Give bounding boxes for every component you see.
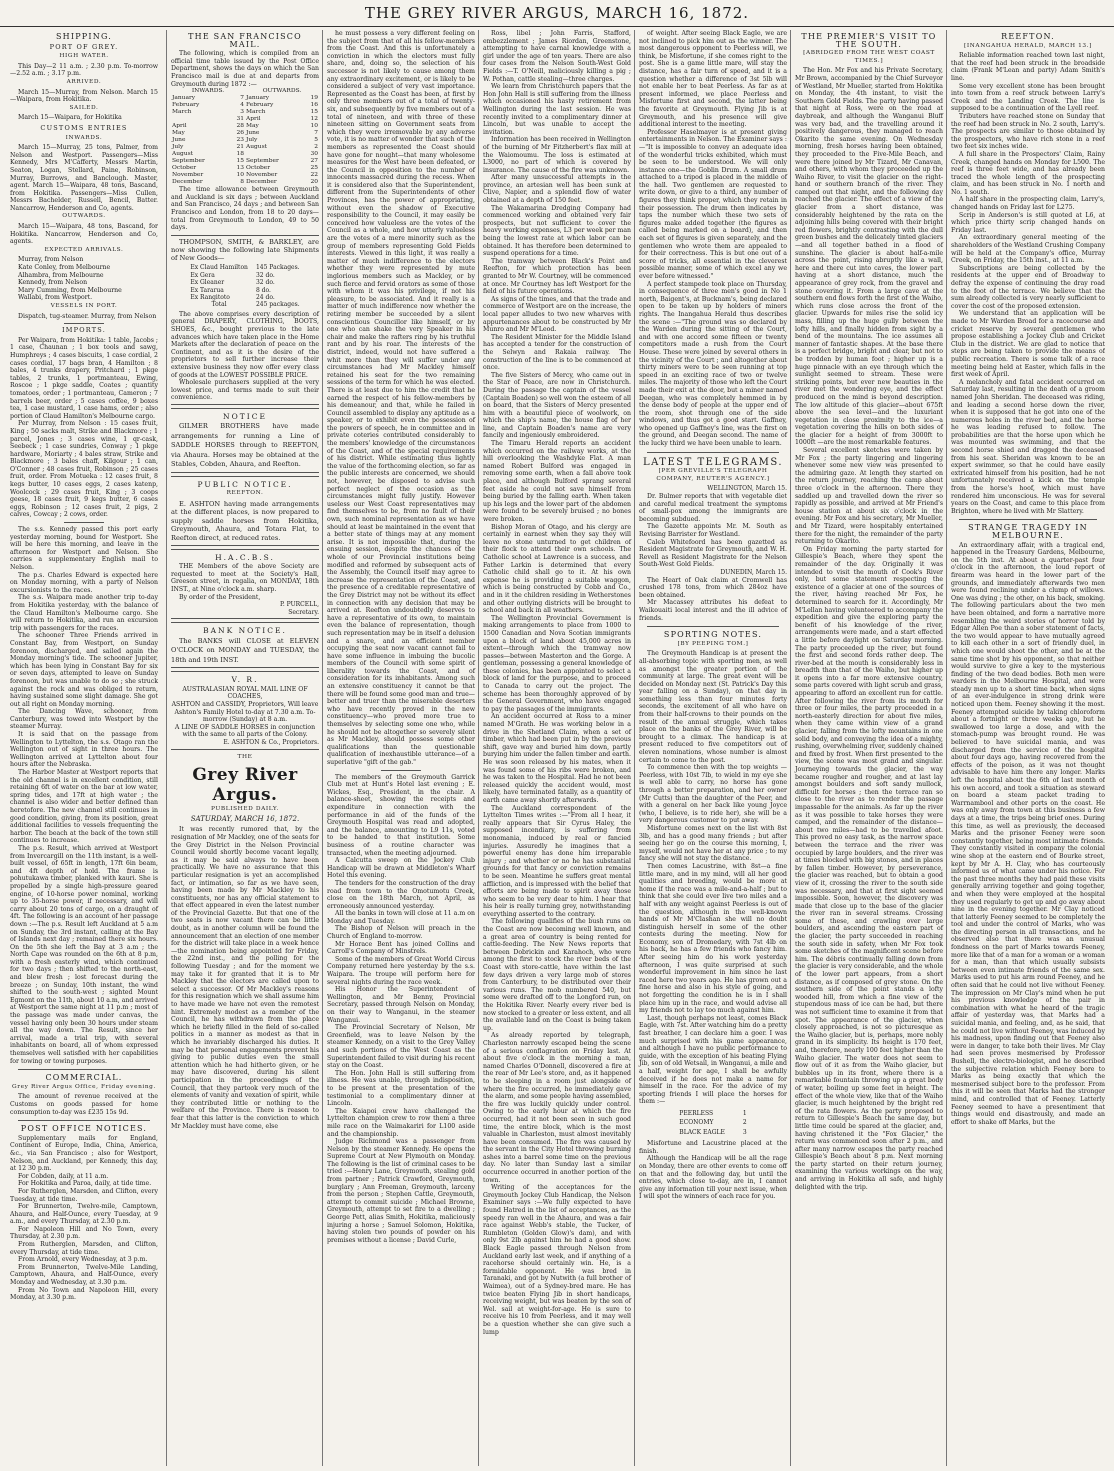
advertisement-gilmer-brothers: [171, 408, 319, 473]
article-paragraph: Mr Horace Bent has joined Collins and Carroll's Company of Minstrels.: [327, 940, 475, 956]
ad-body: E. ASHTON having made arrangements at the different places, is now prepared to supply saddle horses from Hokitika, Greymouth, Ahaura, and Totara Flat, to Reefton direct, at reduced rates.: [171, 499, 319, 543]
ad-title: AUSTRALASIAN ROYAL MAIL LINE OF COACHES,: [182, 685, 308, 701]
ad-caption: BANK NOTICE.: [203, 626, 287, 636]
mail-schedule-table: [171, 88, 319, 186]
article-paragraph: Scrip in Anderson's is still quoted at L6, at which price thirty scrip changed hands on Friday last.: [951, 211, 1105, 234]
divider: [64, 323, 104, 324]
table-row: June 23 July 5: [172, 137, 318, 144]
expected-item: Kennedy, from Nelson: [18, 279, 88, 287]
ad-body: GILMER BROTHERS have made arrangements for running a Line of SADDLE HORSES through to REEFTON, via Ahaura. Horses may be obtained at the Stables, Cobden, Ahaura, and Reefton.: [171, 422, 319, 469]
shipping-news-item: The p.s. Charles Edward is expected here on Monday morning, with a party of Nelson excursionists to the races.: [10, 571, 158, 594]
post-notice: Supplementary mails for England, Continent of Europe, India, China, America, &c., via San Francisco ; also for Westport, Nelson, and Auckland, per Kennedy, this day, at 12 30 p.m.: [10, 1134, 158, 1173]
table-row: October 13 October 25: [172, 165, 318, 172]
telegram-item: Caleb Whitefoord has been gazetted as Resident Magistrate for Greymouth, and W. H. Revell as Resident Magistrate for the Nelson South-West Gold Fields.: [639, 538, 787, 569]
article-paragraph: We learn from Christchurch papers that the Hon John Hall is still suffering from the illness which occasioned his hasty retirement from Wellington during the last session. He was recently invited to a complimentary dinner at Lincoln, but was unable to accept the invitation.: [483, 83, 631, 136]
table-row: April 28 May 10: [172, 123, 318, 130]
article-paragraph: The following qualifies of the bush runs on the Coast are now becoming well known, and a great area of country is being rented for cattle-feeding. The New News reports that between Dobrickin and Karahoch, who were among the first to stock the river beds of the Coast with store-cattle, have within the last few days driven a very large mob of stores from Canterbury, to be distributed over their various runs. The mob numbered 540, but some were drafted off to the Longford run, on the Hokitika River. Nearly every river bed is now stocked to a greater or less extent, and all the available land on the Coast is being taken up.: [483, 918, 631, 1032]
post-notice: From Arnold, every Wednesday, at 3 p.m.: [18, 1256, 148, 1264]
table-row: March 3 March 15: [172, 109, 318, 116]
shipping-news-item: The Harbor Master at Westport reports that the old channel is in excellent condition, still retaining 6ft of water on the bar at low water, spring tides, and 17ft at high water ; the channel is also wider and better defined than heretofore. The new channel still continues in good condition, giving, from its position, great additional facilities to vessels frequenting the harbor. The beach at the back of the town still continues to increase.: [10, 769, 158, 845]
advertisement-public-notice: [171, 476, 319, 546]
article-paragraph: A perfect stampede took place on Thursday, in consequence of three men's good in No 1 north, Baigent's, at Bucknam's, being declared open to be taken up by holders of miners rights. The Inangahua Herald thus describes the scene :—"The ground was so declared by the Warden during the sitting of the Court, and with one accord some fifteen or twenty competitors made a rush from the Court House. These were joined by several others in the vicinity of the Court ; and altogether about thirty miners were to be seen running at top speed in an exciting race of two or twelve miles. The majority of those who left the Court made their exit at the door, but a miner named Deegan, who was completely hemmed in by the dense body of people at the upper end of the room, shot through one of the side windows, and thus got a good start. Gaffney, who opened up Gaffney's line, was the first on the ground, and Deegan second. The name of the lucky third we have been unable to learn.: [639, 280, 787, 448]
mail-note: The time allowance between Greymouth and Auckland is six days ; between Auckland and San Francisco, 24 days ; and between San Francisco and London, from 18 to 20 days—total from Greymouth to London, 49 to 50 days.: [171, 186, 319, 232]
advertisement-bank-notice: [171, 622, 319, 668]
in-port-heading: VESSELS IN PORT.: [50, 303, 118, 309]
port-heading: PORT OF GREY.: [49, 42, 119, 51]
ad-vr: V. R.: [231, 675, 259, 685]
column-2: [166, 30, 323, 1466]
divider: [18, 1069, 150, 1070]
article-paragraph: Bishop Moran of Otago, and his clergy are certainly in earnest when they say they will leave no stone unturned to get children of their flock to attend their own schools. The Catholic school at Lawrence is a success, and Father Larkin is determined that every Catholic child shall go to it. At his own expense he is providing a suitable waggon, which is being constructed by Cobb and Co., and in it the children residing in Wetherstones and other outlying districts will be brought to school and back in all weathers.: [483, 523, 631, 615]
article-paragraph: The Bishop of Nelson will preach in the Church of England to-morrow.: [327, 925, 475, 941]
ad-caption: NOTICE: [223, 411, 267, 421]
article-paragraph: The tenders for the construction of the dray road from town to the Omotumotu Creek, close on the 18th March, not April, as erroneously announced yesterday.: [327, 879, 475, 910]
masthead: [0, 0, 1114, 27]
telegram-dateline: WELLINGTON, March 15.: [707, 485, 787, 493]
article-paragraph: An extraordinary affair, with a tragical end, happened in the Treasury Gardens, Melbourne, on the 5th inst. At about a quarter-past four o'clock in the afternoon, the loud report of firearm was heard in the lower part of the grounds, and immediately afterwards two men were found reclining under a clump of willows. One was dying ; the other, on his back, smoking. The following particulars about the two men have been obtained, and form a narrative more resembling the weird stories of horror told by Edgar Allen Poe than a sober statement of facts, the two would appear to have mutually agreed to kill each other in a sort of friendly duel, in which one would shoot the other, and be at the same time shot by his opponent, so that neither would survive to give a key to the mysterious finding of the two dead bodies. Both men were warders in the Melbourne Hospital, and were steady men up to a short time back, when signs of an ever-indulgence in strong drink were noticed upon them. Feeney showing it the most. Feeney attempted suicide by taking chloroform about a fortnight or three weeks ago, but he swallowed too large a dose, and with the stomach-pump was brought round. He was believed to have suicidal mania, and was discharged from the service of the hospital about four days ago, having recovered from the effects of the poison, as it was not thought advisable to have him there any longer. Marks left the hospital about the 6th of last month of his own accord, and took a situation as steward on board a steam packet trading to Warrnambool and other ports on the coast. He was only away from town at this business a few days at a time, the trips being brief ones. During this time, as well as previously, the deceased Marks and the prisoner Feeney were soon constantly together, being most intimate friends. They constantly visited in company the colonial wine shop at the eastern end of Bourke street, kept by Mr A. H. Clay, who has courteously informed us of what came under his notice. For the past three months they had paid these visits generally arriving together and going together, and when they were employed at the hospital they used regularly to get up and go away about nine in the evening together. Mr Clay noticed that latterly Feeney seemed to be completely the tool and under the control of Marks, who was the directing person in all transactions, and he observed also that there was an unusual fondness on the part of Marks towards Feeney, more like that of a man for a woman or a woman for a man, than that which usually subsists between even intimate friends of the same sex. Marks used to put his arm round Feeney, and he often said that he could not live without Feeney. The impression on Mr Clay's mind when he put his previous knowledge of the pair in combination with what he heard of the tragic affair of yesterday was, that Marks had a suicidal mania, and feeling, and, as he said, that he could not live without Feeney, was induced by his madness, upon finding out that Feeney also were in danger, to take both their lives. Mr Clay had seen proves mesmerised by Professor Bushell, the electro-biologist, and he described the subjective relation which Feeney bore to Marks as being exactly that which the mesmerised subject bore to the professor. From this it will be seen that Marks had the stronger mind, and controlled that of Feeney. Latterly Feeney seemed to have a presentiment that things would end disastrously, and made an effort to shake off Marks, but the: [951, 541, 1105, 1126]
expected-item: Alhambra, from Melbourne: [18, 271, 104, 279]
shipping-news-item: The p.s. Result, which arrived at Westport from Invercargill on the 11th instant, is a well-built vessel, of 65ft in length, 17ft 6in beam, and 4ft depth of hold. The frame is pohutukawa timber, planked with kauri. She is propelled by a single high-pressure geared engine, of 10-horse power nominal, working up to 35-horse power, if necessary, and will carry about 20 tons of cargo, on a draught of 4ft. The following is an account of her passage down :—The p.s. Result left Auckland at 5 a.m on Sunday, the 3rd instant, calling at the Bay of Islands next day ; remained there six hours. On the 5th she left the Bay at 3 a.m ; the North Cape was rounded on the 6th at 8 p.m, with a fresh easterly wind, which continued for two days ; then shifted to the north-east, and blew fresh ; lost forecast during the breeze ; on Sunday, 10th instant, the wind shifted to the south-west ; sighted Mount Egmont on the 11th, about 10 a.m, and arrived at Westport the same night at 11 p.m ; most of the passage was made under canvas, the vessel having only been 30 hours under steam all the way down. The Result, since her arrival, made a trial trip, with several inhabitants on board, all of whom expressed themselves well satisfied with her capabilities for towing or towing purposes.: [10, 844, 158, 1065]
imports-paragraph: Per Murray, from Nelson : 15 cases fruit, King ; 50 sacks malt, Strike and Blackmore ; 1 parcel, Jones ; 3 cases wine, 1 qr-cask, Seebeck ; 1 case sundries, Conway ; 1 pkge hardware, Moriarty ; 4 bales straw, Strike and Blackmore ; 3 bales chaff, Kilgour ; 1 can, O'Conner ; 48 cases fruit, Robinson ; 25 cases fruit, order. From Motueka : 12 cases fruit, 8 kegs butter, 10 cases eggs, 2 cases katenp, Woolcock ; 29 cases fruit, King ; 3 coops geese, 18 cases fruit, 9 kegs butter, 6 cases eggs, Robinson ; 12 cases fruit, 2 pigs, 2 calves, Cowcay ; 2 cows, order.: [10, 420, 158, 519]
premier-visit-source: [ABRIDGED FROM THE WEST COAST TIMES.]: [803, 50, 935, 64]
article-paragraph: An extraordinary general meeting of the shareholders of the Westland Crushing Company will be held at the Company's office, Murray Creek, on Friday, the 15th inst., at 11 a.m.: [951, 234, 1105, 265]
sporting-paragraph: Misfortune and Lacustrine placed at the finish.: [639, 1140, 787, 1155]
paper-nameplate: Grey River Argus.: [192, 765, 298, 806]
divider: [647, 452, 779, 453]
table-row: Ex Claud Hamilton 145 Packages.: [190, 264, 300, 272]
table-row: May 26 June 7: [172, 130, 318, 137]
column-6: [790, 30, 947, 1466]
article-paragraph: The tramway between Black's Point and Reefton, for which protection has been granted to Mr W. Courtney, will be commenced at once. Mr Courtney has left Westport for the field of his future operations.: [483, 257, 631, 296]
customs-heading: CUSTOMS ENTRIES: [40, 123, 128, 132]
table-row: February 4 February 16: [172, 102, 318, 109]
shipping-news-item: The Dancing Wave, schooner, from Canterbury, was towed into Westport by the steamer Murray.: [10, 708, 158, 731]
ad-footer: Wholesale purchasers supplied at the very lowest price, and terms made to suit their convenience.: [171, 379, 319, 402]
article-paragraph: His Honor the Superintendent of Wellington, and Mr Benny, Provincial Secretary, passed through Nelson on Monday, on their way to Wanganui, in the steamer Wanganui.: [327, 986, 475, 1024]
column-1: [10, 30, 162, 1466]
shipping-news-item: It is said that on the passage from Wellington to Lyttelton, the s.s. Otago ran the Wellington out of sight in three hours. The Wellington arrived at Lyttelton about four hours after the Nebraska.: [10, 731, 158, 769]
article-paragraph: The Resident Minister for the Middle Island has accepted a tender for the construction of the Selwyn and Rakaia railway. The construction of the line is to be commenced at once.: [483, 333, 631, 372]
telegram-item: The Gazette appoints Mr. M. South as Revising Barrister for Westland.: [639, 523, 787, 538]
ad-signature: P. PURCELL,: [280, 601, 319, 609]
article-paragraph: A full share in the Prospectors' Claim, Rainy Creek, changed hands on Monday for L500. The reef is three feet wide, and has already been traced the whole length of the prospecting claim, and has been struck in No. 1 north and No. 1 south.: [951, 150, 1105, 196]
sailed-list: March 15—Waipara, for Hokitika: [18, 114, 122, 122]
expected-item: Murray, from Nelson: [18, 256, 84, 264]
article-paragraph: The Timaru Herald reports an accident which occurred on the railway works, at the hill overlooking the Washdyke Flat. A man named Robert Bulford was engaged in removing some earth, when a fall above took place, and although Bulford sprang several feet aside he could not save himself from being buried by the falling earth. When taken up his legs and the lower part of the abdomen were found to be severely bruised ; no bones were broken.: [483, 440, 631, 523]
expected-item: Mary Cumming, from Melbourne: [18, 286, 122, 294]
selections-table: [669, 1108, 756, 1138]
telegrams-credit: [PER GREVILLE'S TELEGRAPH COMPANY, REUTER'S AGENCY.]: [656, 468, 770, 482]
article-paragraph: Some very excellent stone has been brought into town from a reef struck between Larry's Creek and the Landing Creek. The line is supposed to be a continuation of the Lyell reef.: [951, 82, 1105, 113]
telegram-item: Mr Macassey attributes his defeat to Waikouaiti local interest and the ill advice of friends.: [639, 599, 787, 622]
sporting-paragraph: To commence then with the top weights —Peerless, with 10st 7lb, to wield in my eye she is well able to carry, no horse has gone through a better preparation, and her owner (Mr Cutts) than the daughter of the Peer, and with a general on her back like young Joyce (who, I believe, is to ride her), she will be a very dangerous customer to put away.: [639, 764, 787, 825]
expected-heading: EXPECTED ARRIVALS.: [44, 246, 124, 253]
inwards-heading: INWARDS.: [65, 134, 103, 141]
article-paragraph: An accident occurred at Ross to a miner named M'Grath. He was working below in a drive in the Shetland Claim, when a set of timber, which had been put in by the previous shift, gave way and buried him down, partly burying him under the fallen timber and earth. He was soon released by his mates, when it was found some of his ribs were broken, and he was taken to the Hospital. Had he not been released quickly the accident would, most likely, have terminated fatally, as a quantity of earth came away shortly afterwards.: [483, 713, 631, 804]
post-notice: From Rutherglen, Marsden, and Clifton, every Thursday, at tide time.: [10, 1241, 158, 1256]
divider: [647, 626, 779, 627]
divider: [959, 519, 1097, 520]
ad-place: REEFTON.: [226, 490, 264, 497]
commercial-heading: COMMERCIAL.: [45, 1073, 123, 1083]
reefton-source: [INANGAHUA HERALD, MARCH 13.]: [963, 42, 1092, 49]
article-paragraph: The Kaiapoi crew have challenged the Lyttelton champion crew to row them a three mile race on the Waimakariri for L100 aside and the championship.: [327, 1107, 475, 1138]
table-row: BLACK EAGLE 3: [679, 1128, 747, 1136]
table-row: Total 245 packages.: [211, 301, 300, 309]
sporting-paragraph: Although the Handicap will be all the rage on Monday, there are other events to come off on that and the following day, but until the entries, which close to-day, are in, I cannot give any information till your next issue, when I will spot the winners of each race for you.: [639, 1155, 787, 1201]
arrived-heading: ARRIVED.: [66, 78, 102, 85]
ad-intro: THOMPSON, SMITH, & BARKLEY, are now showing the following late Shipments of New Goods—: [171, 237, 319, 263]
ad-line: A LINE OF SADDLE HORSES in conjunction with the same to all parts of the Colony.: [174, 723, 316, 739]
ad-body: The BANKS will CLOSE at ELEVEN O'CLOCK on MONDAY and TUESDAY, the 18th and 19th INST.: [171, 637, 319, 664]
sporting-paragraph: Then comes Lacustrine, with 8st—a fine little mare, and in my mind, will all her good qualities and breeding, would be more at home if the race was a mile-and-a-half ; but to think that she could ever live two miles and a half with any weight against Peerless is out of the question, although in the well-known hands of Mr M'Clashan she will no doubt distinguish herself in some of the other contests during the meeting. Now for Economy, son of Dromedary, with 7st 4lb on his back, he has a few friends who fancy him. After seeing him do his work yesterday afternoon, I was quite surprised at such wonderful improvement in him since he last raced here two years ago. He has grown out a fine horse and also in his style of going, and not forgetting the condition he is in I shall place him up in the race, and would advise all my friends not to lay too much against him.: [639, 862, 787, 1015]
paper-published: PUBLISHED DAILY.: [211, 806, 279, 813]
shipping-heading: SHIPPING.: [56, 32, 112, 41]
ad-order: By order of the President,: [179, 593, 261, 601]
telegrams-heading: LATEST TELEGRAMS.: [642, 456, 784, 468]
outwards-heading: OUTWARDS.: [62, 213, 106, 220]
newspaper-masthead-title: THE GREY RIVER ARGUS, MARCH 16, 1872.: [364, 4, 750, 22]
article-paragraph: As already reported by telegraph, Charleston narrowly escaped being the scene of a serious conflagration on Friday last. At about five o'clock in the morning a man, named Charles O'Donnell, discovered a fire at the rear of Mr Lee's store, and, as it happened to be sleeping in a room just alongside of where the fire occurred, he immediately gave the alarm, and some people having assembled, the fire was luckily quickly under control. Owing to the early hour at which the fire occurred, had it not been seen in such good time, the entire block, which is the most valuable in Charleston, must almost inevitably have been consumed. The fire was caused by the servant in the City Hotel throwing burning ashes into a barrel some time on the previous day. No later than Sunday last a similar occurrence occurred in another portion of the town.: [483, 1032, 631, 1184]
article-paragraph: A melancholy and fatal accident occurred on Saturday last, resulting in the death of a groom named John Sheridan. The deceased was riding, and leading a second horse down the river, when it is supposed that he got into one of the numerous holes in the river bed, and the horse he was leading refused to follow. The probabilities are that the horse upon which he was mounted was swimming, and that the second horse shied and dragged the deceased from his seat. Sheridan was known to be an expert swimmer, so that he could have easily extricated himself from his position, had he not unfortunately received a kick on the temple from the horse's hoof, which must have rendered him unconscious. He was for several years on the Coast, and came to this place from Brighton, where he lived with Mr Slattery.: [951, 378, 1105, 515]
advertisement-hacbs: [171, 549, 319, 620]
post-office-heading: POST OFFICE NOTICES.: [20, 1124, 148, 1134]
shipping-news-item: The schooner Three Friends arrived in Constant Bay, from Westport, on Sunday forenoon, discharged, and sailed again the Monday morning's tide. The schooner Jupiter, which has been lying in Constant Bay for six or seven days, attempted to leave on Sunday forenoon, but was unable to do so ; she struck against the rock and was obliged to return, having sustained some slight damage. She got out all right on Monday morning.: [10, 632, 158, 708]
post-notice: From No Town and Napoleon Hill, every Monday, at 3.30 p.m.: [10, 1286, 158, 1302]
ad-body: ASHTON and CASSIDY, Proprietors, Will leave Ashton's Family Hotel to-day at 7.30 a.m. To-morrow (Sunday) at 8 a.m.: [171, 701, 319, 724]
high-water-times: This Day—2 11 a.m. ; 2.30 p.m. To-morrow—2.52 a.m. ; 3.17 p.m.: [10, 62, 158, 78]
ad-signature-title: Secretary.: [288, 608, 319, 616]
paper-the: THE: [237, 753, 253, 760]
commercial-paragraph: The amount of revenue received at the Customs on goods passed for home consumption to-day was £235 15s 9d.: [10, 1093, 158, 1116]
sporting-heading: SPORTING NOTES.: [663, 630, 763, 640]
column-3: [322, 30, 479, 1466]
article-paragraph: On Friday morning the party started for Gillespie's Beach, where they spent the remainder of the day. Originally it was intended to visit the mouth of Cook's River only, but some statement respecting the existence of a glacier at one of the sources of the river, having reached Mr Fox, he determined to search for it. Accordingly, Mr M'Lellan having volunteered to accompany the expedition and give the exploring party the benefit of his knowledge of the river, arrangements were made, and a start effected a little before daylight on Saturday morning. The party proceeded up the river, but found the first and second fords rather deep. The river-bed at the mouth is considerably less in breadth than that of the Waiho, but higher up it opens into a far more extensive country, some parts covered with light scrub and grass, appearing to afford an excellent run for cattle. After following the river from its mouth for three or four miles, the party proceeded in a north-easterly direction for about five miles, when they came within view of a grand glacier, falling from the lofty mountains in one solid body, and conveying the idea of a mighty, rushing, overwhelming river, suddenly chained and fixed by frost. When first presented to the view, the scene was most grand and singular. Journeying towards the glacier, the way became rougher and rougher, and at last lay amongst boulders and soft sandy mullock, difficult for horses ; then the terrace ran so close to the river as to render the passage impassable for the animals. As far up the river as it was possible to take horses they were camped, and the remainder of the distance—about two miles—had to be travelled afoot. This proved no easy task, as the narrow space between the terrace and the river was occupied by large boulders, and the river was at times blocked with big stones, and in places by fallen timber. However, by perseverance, the glacier was reached, but to obtain a good view of it, crossing the river to the south side was necessary, and that at first sight seemed impossible. Soon, however, the discovery was made that close up to the base of the glacier the river ran in several streams. Crossing some of these, and crawling over large boulders, and ascending the eastern part of the glacier, the party succeeded in reaching the south side in safety, when Mr Fox took some sketches of the magnificent scene before him. The débris continually falling down from the glacier is very considerable, and the whole of the lower part appears, from a short distance, as if composed of grey stone. On the southern side of the point stands a lofty wooded hill, from which a fine view of the stupendous mass of ice can be had, but there was not sufficient time to examine it from that spot. The appearance of the glacier, when closely approached, is not so picturesque as the Waiho glacier, but is, perhaps, more nobly grand in its simplicity. Its height is 170 feet, and, therefore, nearly 100 feet higher than the Waiho glacier. The water does not seem to flow out of it as from the Waiho glacier, but bubbles up in its front, where there is a remarkable fountain throwing up a great body of water, boiling up some feet in height. The effect of the whole view, like that of the Waiho glacier, is much heightened by the bright red of the rata flowers. As the party proposed to return to Gillespie's Beach the same day, but little time could be spared at the glacier, and, having christened it the "Fox Glacier," the return was commenced soon after 2 p.m., and after many narrow escapes the party reached Gillespie's Beach about 8 p.m. Next morning the party started on their return journey, examining the various workings on the way, and arriving in Hokitika all safe, and highly delighted with the trip.: [795, 545, 943, 1191]
article-paragraph: The five Sisters of Mercy, who came out in the Star of Peace, are now in Christchurch. During the passage the captain of the vessel (Captain Boaden) so well won the esteem of all on board, that the Sisters of Mercy presented him with a beautiful piece of woolwork, on which the ship's name, the house flag of her line, and Captain Boaden's name are very fancily and ingeniously embroidered.: [483, 371, 631, 440]
shipping-news-item: The s.s. Kennedy passed this port early yesterday morning, bound for Westport. She will be here this morning, and leave in the afternoon for Westport and Nelson. She carries a supplementary English mail to Nelson.: [10, 526, 158, 571]
telegram-item: Dr. Bulmer reports that with vegetable diet and careful medical treatment the symptoms of small-pox among the immigrants are becoming subdued.: [639, 493, 787, 523]
article-paragraph: of weight. After seeing Black Eagle, we are not inclined to pick him out as the winner. The most dangerous opponent to Peerless will, we think, be Misfortune, if she comes right to the post. She is a game little mare, will stay the distance, has a fair turn of speed, and it is a question whether a difference of 3st 5lb will not enable her to beat Peerless. As far as at present informed, we place Peerless and Misfortune first and second, the latter being the favorite at Greymouth. Flying Jib is at Greymouth, and his presence will give additional interest to the meeting.: [639, 30, 787, 129]
high-water-heading: HIGH WATER.: [59, 53, 109, 60]
in-port-list: Dispatch, tug-steamer. Murray, from Nelson: [18, 312, 157, 320]
imports-paragraph: Per Waipara, from Hokitika: 1 table, Jacobs ; 1 case, Chaunan ; 1 box tools and sawg, Humphreys ; 4 cases biscuits, 1 case cordial, 2 cases cordial, 17 bags bran, 4 Hamilton ; 8 bales, 4 trunks drapery, Pritchard ; 1 pkge tables, 2 trunks, 1 portmanteau, Ewing, Roscoe ; 1 pkge saddle, Coates ; quantity tomatoes, order ; 1 portmanteau, Cameron ; 7 barrels beer, order ; 5 cases coffee, 9 boxes tea, 1 case mustard, 1 case hams, order ; also portion of Claud Hamilton's Melbourne cargo.: [10, 336, 158, 420]
article-paragraph: Ross, libel ; John Farris, Stafford, embezzlement ; James Riordan, Greenstone, attempting to have carnal knowledge with a girl under the age of ten years. There are also four cases from the Nelson South-West Gold Fields :—T. O'Neill, maliciously killing a pig ; W. Pothan, cattle stealing—three charges.: [483, 30, 631, 83]
article-paragraph: Some of the members of Great World Circus Company returned here yesterday by the s.s. Waipara. The troupe will perform here for several nights during the race week.: [327, 955, 475, 986]
article-paragraph: Writing of the acceptances for the Greymouth Jockey Club Handicap, the Nelson Examiner says :—We fully expected to have found Hatred in the list of acceptances, as the speedy ran well in the Ahaura, and was a fair race against Webb's stable, the Tucker, of Rumbleton (Golden Glow)'s dam), and with only 9st 2lb against him he had a good show. Black Eagle passed through Nelson from Auckland early last week, and if anything of a racehorse should certainly win. He, is a formidable opponent. He was bred in Taranaki, and got by Nutwith (a full brother of Waimea), out of a Sydney-bred mare. He has twice beaten Flying Jib in short handicaps, receiving weight, but was beaten by the son of Wel. sail at weight-for-age. He is sure to receive his 10 from Peerless, and it may well be a question whether she can give such a lump: [483, 1184, 631, 1336]
column-7: [946, 30, 1105, 1466]
column-4: [478, 30, 635, 1466]
article-paragraph: Information has been received in Wellington of the burning of Mr Fitzherbert's flax mill at the Waiomoumu. The loss is estimated at L3000, no part of which is covered by insurance. The cause of the fire was unknown.: [483, 136, 631, 174]
ad-body: The above comprises every description of general DRAPERY, CLOTHING, BOOTS, SHOES, &c., bought previous to the late advances which have taken place in the Home Markets after the declaration of peace on the Continent, and as it is the desire of the proprietors to sell further increase their extensive business they now offer every class of goods at the LOWEST POSSIBLE PRICE.: [171, 310, 319, 379]
article-paragraph: Reliable information reached town last night, that the reef had been struck in the broadside claim (Frank M'Lean and party) Adam Smith's line.: [951, 52, 1105, 82]
table-row: January 7 January 19: [172, 95, 318, 102]
table-row: ECONOMY 2: [679, 1119, 747, 1127]
article-paragraph: A half share in the prospecting claim, Larry's, changed hands on Friday last for L275.: [951, 196, 1105, 212]
sporting-paragraph: Last, though perhaps not least, comes Black Eagle, with 7st. After watching him do a pretty fast breather, I can declare him a goer. I was much surprised with his game appearance, and although I have no public performance to guide, with the exception of his beating Flying Jib, son of old Wetsail, in Wanganui, a mile and a half, weight for age, I shall be awfully deceived if he does not make a name for himself in the race. For the advice of my sporting friends I will place the horses for them :—: [639, 1014, 787, 1106]
post-notice: For Cobden, daily, at 11 a.m.: [18, 1172, 109, 1180]
arrived-list: March 15—Murray, from Nelson. March 15—Waipara, from Hokitika.: [10, 88, 158, 104]
column-5: [634, 30, 791, 1466]
expected-item: Kate Conley, from Melbourne: [18, 264, 111, 272]
premier-visit-heading: THE PREMIER'S VISIT TO THE SOUTH.: [801, 32, 937, 49]
table-row: December 8 December 20: [172, 179, 318, 186]
page-columns: [10, 30, 1104, 1466]
outwards-entries: March 15—Waipara, 48 tons, Bascand, for Hokitika. Nancarrow, Henderson and Co, agents.: [10, 223, 158, 246]
goods-table: [186, 264, 303, 308]
sporting-paragraph: Misfortune comes next on the list with 8st 3lb, and has a good many friends ; but after seeing her go on the course this morning, I, myself, would not have her at any price ; to my fancy she will not stay the distance.: [639, 824, 787, 863]
advertisement-thompson-smith-barkley: [171, 235, 319, 405]
table-row: Ex Gleaner 32 do.: [190, 279, 275, 287]
article-paragraph: The Hon. Mr Fox and his Private Secretary, Mr Brown, accompanied by the Chief Surveyor of Westland, Mr Mueller, started from Hokitika on Monday, the 4th instant, to visit the Southern Gold Fields. The party having passed that night at Ross, were on the road at daybreak, and although the Wanganui Bluff was very bad, and the travelling around it positively dangerous, they managed to reach Okarito the same evening. On Wednesday morning, fresh horses having been obtained, they proceeded to the Five-Mile Beach, and were there joined by Mr Tizard, Mr Canavan, and others, with whom they proceeded up the Waiho River, to visit the glacier on the right-hand or southern branch of the river. They camped out that night, and the following day reached the glacier. The effect of a view of the glacier from a short distance, was considerably heightened by the rata on the adjoining hills being covered with their bright red flowers, brightly contrasting with the dull green bushes and the delicately tinted glaciers—and all together bathed in a flood of sunshine. The glacier is about half-a-mile across the point, rising abruptly like a wall, here and there cut into caves, the lower part having at a short distance, much the appearance of grey rock, from the gravel and stone covering it. From a large cave at the southern end flows forth the first of the Waiho, which runs close across the front of the glacier. Upwards for miles rise the solid icy mass, filling up the huge gully between the lofty hills, and finally hidden from sight by a bend of the mountains. The ice assumes all manner of fantastic shapes. At the base there is a perfect bridge, bright and clear, but not to be trodden by human foot ; higher up is a huge pinnacle with an eye through which the sunlight seemed to stream. These were striking points, but ever new beauties in the river met the wondering eye, and the effect produced on the mind is beyond description. The low altitude of this glacier—about 675ft above the sea level—and the luxuriant vegetation in close proximity to the ice—a vegetation covering the hills on both sides of the glacier for a height of from 3000ft to 1000ft —are the most remarkable features.: [795, 67, 943, 447]
post-notice: For Rutherglen, Marsden, and Clifton, every Tuesday, at tide time.: [10, 1187, 158, 1203]
inwards-entries: March 15—Murray, 25 tons, Palmer, from Nelson and Westport. Passengers—Miss Kennedy, Mrs M'Cafferty, Messrs Martin, Seaton, Logan, Stellard, Paine, Robinson, Murray, Burrows, and Banclough. Master, agent. March 15—Waipara, 48 tons, Bascand, from Hokitika. Passengers—Miss Cullen, Messrs Bachelder, Russell, Bencil, Batter. Nancarrow, Henderson and Co, agents.: [10, 144, 158, 212]
outwards-column-header: OUTWARDS.: [262, 88, 302, 95]
commercial-dateline: Grey River Argus Office, Friday evening.: [12, 1083, 156, 1090]
article-paragraph: All the banks in town will close at 11 a.m on Monday and Tuesday.: [327, 910, 475, 925]
article-paragraph: Tributers have reached stone on Sunday that the reef had been struck in No. 2 south, Larry's. The prospects are similar to those obtained by the prospectors, who have rich stone in a reef two feet six inches wide.: [951, 112, 1105, 151]
mail-heading: THE SAN FRANCISCO MAIL.: [188, 32, 302, 49]
tragedy-heading: STRANGE TRAGEDY IN MELBOURNE.: [968, 523, 1088, 540]
article-paragraph: The Wakamarina Dredging Company had commenced working and obtained very fair prospects, but not sufficient to cover the heavy working expenses, L3 per week per man being the lowest rate at which labor can be obtained. It has therefore been determined to suspend operations for a time.: [483, 204, 631, 258]
table-row: Ex Rangitoto 24 do.: [190, 293, 275, 301]
article-paragraph: The Wellington Provincial Government is making arrangements to place from 1000 to 1500 Canadian and Nova Scotian immigrants upon a block of land about 45,000 acres in extent—through which the tramway now passes—between Masterton and the Gorge. A gentleman, possessing a general knowledge of these colonies, has been appointed to select a block of land for the purpose, and to proceed to Canada to carry out the project. The scheme has been thoroughly approved of by the General Government, who have engaged to pay the passages of the immigrants.: [483, 614, 631, 713]
ad-caption: PUBLIC NOTICE.: [197, 479, 293, 489]
article-paragraph: The Provincial Secretary of Nelson, Mr Greenfield, was to leave Nelson by the steamer Kennedy, on a visit to the Grey Valley and such portions of the West Coast as the Superintendent failed to visit during his recent stay on the Coast.: [327, 1024, 475, 1070]
expected-item: Wallabi, from Westport.: [18, 294, 93, 302]
table-row: Ex Gera 32 do.: [190, 271, 275, 279]
article-paragraph: he must possess a very different feeling on the subject from that of all his fellow-members from the Coast. And this is unfortunately a conviction in which the electors must fully share, and, doing so, the selection of his successor is not likely to cause among them any extraordinary excitement, or is likely to be considered a subject of very vast importance. Represented as the Coast has been, at first by only three members out of a total of twenty-six, and subsequently by five members out of a total of nineteen, and with three of these nineteen sitting on Government seats from which they were irremovable by any adverse vote, it is no matter of wonder that such of the members as represented the Coast should have gone for nought—that many wholesome measures for the West have been defeated, or the Council in opposition to the number of innocents massacred during the recess. When it is considered also that the Superintendent, different from the Superintendents of other Provinces, has the power of appropriating, without even the shadow of Executive responsibility to the Council, it may easily be conceived how valueless are the votes of the Council as a whole, and how utterly valueless are the votes of a mere minority such as the group of members representing Gold Fields interests. Viewed in this light, it was really a matter of much indifference to the electors whether they were represented by mute inglorious members such as Mackley, or by such fierce and fervid orators as some of those with whom it was his privilege, if not his pleasure, to be associated. And it really is a matter of much indifference now whether the retiring member be succeeded by a silent conscientious Councillor like himself, or by one who can shake the very Speaker in his chair and make the rafters ring by his truthful rant and by his roar. The interests of the district, indeed, would not have suffered a whit more than they will suffer under any circumstances had Mr Mackley himself retained his seat for the two remaining sessions of the term for which he was elected. There is at least due to him the credit that he earned the respect of his fellow-members by his demeanour, and that, while he failed in Council assembled to display any aptitude as a speaker, or to exhibit even the possession of the powers of speech, he in committee and in private coteries contributed considerably to the members' knowledge of the circumstances of the Coast, and of the special requirements of his district. While estimating thus lightly the value of the forthcoming election, so far as the public interests are concerned, we should not, however, be disposed to advise such perfect neglect of the occasion as the circumstances might fully justify. However useless our West Coast representatives may find themselves to be, from no fault of their own, such nominal representation as we have should at least be maintained in the event that a better state of things may at any moment arise. It is not impossible that, during the ensuing session, despite the chances of the whole of our Provincial institutions being modified and reformed by subsequent acts of the Assembly, the Council itself may agree to increase the representation of the Coast, and the presence of a creditable representative of the Grey District may not be without its effect in connection with any decision that may be arrived at. Reefton undoubtedly deserves to have a representative of its own, to maintain even the balance of representation, though such representation may be in itself a delusion and a snare, and an efficient member occupying the seat now vacant cannot fail to have some influence in imbuing the bucolic members of the Council with some spirit of liberality towards the Coast, and of consideration for its inhabitants. Among such an extensive constituency it cannot be that there will be found some good man and true—better and truer than the miserable deserters who have recently proved in the new constituency—who proved more true to themselves by selecting some one who, while he should not be altogether so severely silent as Mr Mackley, should possess some other qualifications than the questionable qualification of inexhaustible utterance—of a superlative "gift of the gab.": [327, 30, 475, 766]
imports-heading: IMPORTS.: [62, 326, 106, 335]
leader-paragraph: It was recently rumored that, by the resignation of Mr Mackley, one of the seats for the Grey District in the Nelson Provincial Council would shortly become vacant legally, as it may be said always to have been practically. We have no assurance that this particular resignation is yet an accomplished fact, or intimation, so far as we have seen, having been made by Mr Mackley to his constituents, nor has any official statement to that effect appeared in even the latest number of the Provincial Gazette. But that one of the two seats is now vacant there can be little doubt, as in another column will be found the announcement that an election of one member for the district will take place in a week hence—the nomination being appointed for Friday, the 22nd inst., and the polling for the following Tuesday ; and for the moment we may take it for granted that it is to Mr Mackley that the electors are called upon to select a successor. Of Mr Mackley's reasons for this resignation which we shall assume him to have made we have not even the remotest hint. Extremely modest as a member of the Council, he has withdrawn from the place which he briefly filled in the field of so-called politics in a manner as modest as that in which he invariably discharged his duties. It may be that personal engagements prevent his giving to public duties even the small attention which he had hitherto given, or he may have discovered, during his silent participation in the proceedings of the Council, that they partook very much of the elements of vanity and vexation of spirit, while they contributed little or nothing to the welfare of the Province. There is reason to fear that this latter is the conviction to which Mr Mackley must have come, else: [171, 826, 319, 1130]
article-paragraph: Subscriptions are being collected by the residents at the upper end of Broadway to defray the expense of continuing the dray road to the foot of the terrace. We believe that the sum already collected is very nearly sufficient to cover the cost of the proposed extension.: [951, 264, 1105, 310]
shipping-news-item: The s.s. Waipara made another trip to-day from Hokitika yesterday, with the balance of the Claud Hamilton's Melbourne cargo. She will return to Hokitika, and run an excursion trip with passengers for the races.: [10, 594, 158, 632]
article-paragraph: Judge Richmond was a passenger from Nelson by the steamer Kennedy. He opens the Supreme Court at New Plymouth on Monday. The following is the list of criminal cases to be tried :—Henry Lane, Greymouth, stealing gold from partner ; Patrick Crawford, Greymouth, burglary ; Ann Freeman, Greymouth, larceny from the person ; Stephen Cattle, Greymouth, attempt to commit suicide ; Michael Browne, Greymouth, attempt to set fire to a dwelling ; George Pett, alias Smith, Hokitika, maliciously injuring a horse ; Samuel Solomon, Hokitika, having stolen two pounds of powder on his premises without a license ; David Curle,: [327, 1138, 475, 1244]
post-notice: For Hokitika and Paroa, daily, at tide time.: [18, 1180, 152, 1188]
reefton-heading: REEFTON.: [1001, 32, 1055, 41]
advertisement-royal-mail-coaches: [171, 671, 319, 749]
sporting-paragraph: The Greymouth Handicap is at present the all-absorbing topic with sporting men, as well as amongst the greater portion of the community at large. The great event will be decided on Monday next (St. Patrick's Day this year falling on a Sunday), on that day in something less than four minutes forty seconds, the excitement of all who have on from their half-crowns to their pounds on the result of the annual struggle, which takes place on the banks of the Grey River, will be brought to a climax. The handicap is at present reduced to five competitors out of eleven nominations, whose number is almost certain to come to the post.: [639, 650, 787, 764]
sporting-byline: [BY PEEPING TOM.]: [677, 640, 749, 647]
ad-caption: H.A.C.B.S.: [215, 552, 275, 562]
article-paragraph: Professor Haselmayer is at present giving entertainments in Nelson. The Examiner says :—"It is impossible to convey an adequate idea of the wonderful tricks exhibited, which must be seen to be understood. We will only instance one—the Goblin Drum. A small drum attached to a tripod is placed in the middle of the hall. Two gentlemen are requested to write down, or give to a third, any number of figures they think proper, which they retain in their possession. The drum then indicates by taps the number which these two sets of figures make added together (the figures as called being marked on a board), and then each set of figures is given separately, and the gentlemen who wrote them are appealed to for their correctness. This is but one out of a score of tricks, all essential in the cleverest possible manner, some of which excel any we ever before witnessed.": [639, 128, 787, 280]
article-paragraph: As signs of the times, and that the trade and commerce of Westport are on the increase, the local paper alludes to two new wharves with appurtenances about to be constructed by Mr Munro and Mr M'Leod.: [483, 295, 631, 334]
paper-dateline: SATURDAY, MARCH 16, 1872.: [190, 814, 300, 823]
article-paragraph: A Calcutta sweep on the Jockey Club Handicap will be drawn at Middleton's Wharf Hotel this evening.: [327, 857, 475, 880]
table-row: August 18 30: [172, 151, 318, 158]
post-notice: For Brunnerton, Twelve-mile, Camptown, Ahaura, and Half-Ounce, every Tuesday, at 9 a.m., and every Thursday, at 2.30 p.m.: [10, 1203, 158, 1226]
table-row: 31 April 12: [236, 116, 318, 123]
article-paragraph: The Auckland correspondent of the Lyttelton Times writes :—"From all I hear, it really appears that Sir Cyrus Haley, the supposed incendiary, is suffering from monomania, induced by real or fancied injuries. Assuredly he imagines that a powerful enemy has done him irreparable injury ; and whether or no he has substantial grounds for that fancy or conviction remains to be seen. Meantime he suffers great mental affliction, and is impressed with the belief that efforts are being made to spirit away those who seem to be very dear to him. I hear that his heir is really turning grey, notwithstanding everything asserted to the contrary.: [483, 804, 631, 918]
ad-body: THE Members of the above Society are requested to meet at the Society's Hall, Greeson street, in regalia, on MONDAY, 18th INST., at Nine o'clock a.m. sharp.: [171, 563, 319, 594]
table-row: PEERLESS 1: [679, 1109, 747, 1117]
table-row: September 15 September 27: [172, 158, 318, 165]
telegram-item: The Heart of Oak claim at Cromwell has crushed 178 tons, from which 284oz have been obtained.: [639, 576, 787, 599]
ad-signature: E. ASHTON & Co., Proprietors.: [223, 738, 319, 746]
mail-intro: The following, which is compiled from an official time table issued by the Post Office Department, shows the days on which the San Francisco mail is due at and departs from Greymouth during 1872 :—: [171, 50, 319, 88]
divider: [64, 522, 104, 523]
divider: [18, 1120, 150, 1121]
table-row: Ex Tararua 8 do.: [190, 286, 271, 294]
post-notice: From Brunnerton, Twelve-Mile Landing, Camptown, Ahaura, and Half-Ounce, every Monday and Wednesday, at 3.30 p.m.: [10, 1263, 158, 1287]
article-paragraph: We understand that an application will be made to Mr Warden Broad for a racecourse and cricket reserve by several gentlemen who propose establishing a Jockey Club and Cricket Club in the district. We are glad to notice that steps are being taken to provide the means of public recreation. There is some talk of a race meeting being held at Easter, which falls in the first week of April.: [951, 310, 1105, 379]
table-row: November 10 November 22: [172, 172, 318, 179]
article-paragraph: After many unsuccessful attempts in the province, an artesian well has been sunk at Clive, Napier, and a splendid flow of water obtained at a depth of 150 feet.: [483, 174, 631, 205]
divider: [381, 770, 421, 771]
article-paragraph: Several excellent sketches were taken by Mr Fox ; the party lingering and lingering whenever some new view was presented to the admiring gaze. At length they started on the return journey, reaching the camp about three o'clock in the afternoon. There they saddled up and travelled down the river so rapidly as possible, and arrived at Mr Friend's house station at about six o'clock in the evening. Mr Fox and his secretary, Mr Mueller, and Mr Tizard, were hospitably entertained there for the night, the remainder of the party returning to Okarito.: [795, 447, 943, 546]
article-paragraph: The members of the Greymouth Garrick Club met at Hunt's Hotel last evening ; E. Wickes, Esq., President, in the chair. A balance-sheet, showing the receipts and expenditure in connection with the performance in aid of the funds of the Greymouth Hospital was read and adopted, and the balance, amounting to L9 11s, voted to be handed to that institution. Some business of a routine character was transacted, when the meeting adjourned.: [327, 773, 475, 857]
sailed-heading: SAILED.: [69, 104, 99, 111]
table-row: July 21 August 2: [172, 144, 318, 151]
telegram-dateline: DUNEDIN, March 15.: [720, 568, 787, 576]
post-notice: For Napoleon Hill and No Town, every Thursday, at 2.30 p.m.: [10, 1225, 158, 1241]
article-paragraph: The Hon. John Hall is still suffering from illness. He was unable, through indisposition, to be present at the presentation of the testimonial to a complimentary dinner at Lincoln.: [327, 1069, 475, 1108]
inwards-column-header: INWARDS.: [191, 88, 225, 95]
